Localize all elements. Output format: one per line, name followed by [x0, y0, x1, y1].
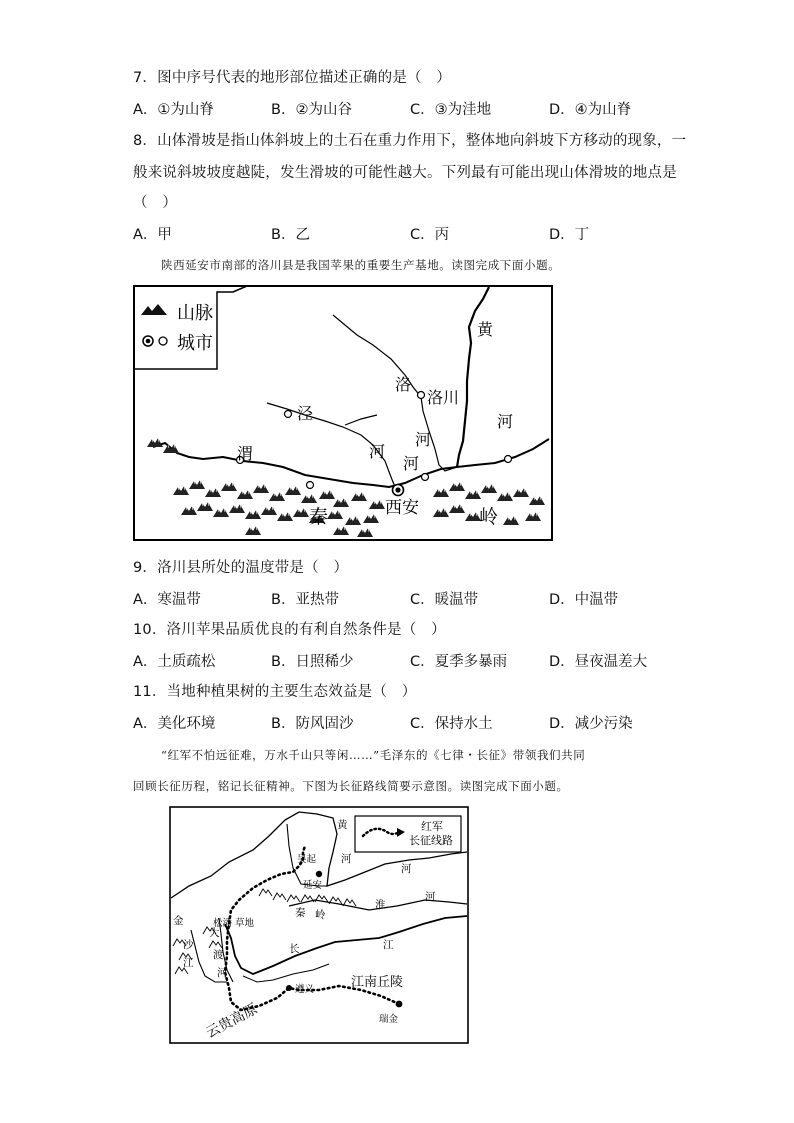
label-yangtze-jiang: 江 — [383, 939, 394, 951]
label-jing: 泾 — [297, 404, 314, 423]
label-xian: 西安 — [385, 498, 419, 518]
intro-luochuan: 陕西延安市南部的洛川县是我国苹果的重要生产基地。读图完成下面小题。 — [161, 258, 561, 272]
map2-legend — [355, 816, 461, 852]
legend-red-army: 红军 — [421, 820, 443, 833]
label-caodi: 草地 — [235, 918, 255, 929]
label-yanan: 延安 — [303, 880, 323, 891]
luochuan-map — [133, 285, 553, 541]
q9-option-b: B．亚热带 — [271, 592, 339, 608]
q7-option-a: A．①为山脊 — [133, 102, 214, 118]
q9-option-c: C．暖温带 — [410, 592, 479, 608]
label-jinsha-jiang: 江 — [183, 957, 194, 969]
label-jiangnan-hills: 江南丘陵 — [351, 975, 404, 990]
q7-stem: 7．图中序号代表的地形部位描述正确的是（ ） — [133, 70, 452, 86]
label-he-north: 河 — [341, 853, 352, 865]
label-dadu-he: 河 — [217, 967, 228, 979]
q8-option-d: D．丁 — [549, 227, 590, 243]
q10-option-c: C．夏季多暴雨 — [410, 654, 508, 670]
label-wei: 渭 — [237, 444, 254, 463]
q10-stem: 10．洛川苹果品质优良的有利自然条件是（ ） — [133, 622, 446, 638]
q10-option-b: B．日照稀少 — [271, 654, 354, 670]
q8-option-b: B．乙 — [271, 227, 310, 243]
zunyi-point-icon — [286, 985, 292, 991]
label-huang: 黄 — [337, 819, 348, 831]
long-march-map — [169, 806, 469, 1044]
legend-city-label: 城市 — [177, 333, 213, 354]
q11-option-b: B．防风固沙 — [271, 716, 354, 732]
label-luochuan: 洛川 — [427, 388, 460, 407]
intro-long-march-line2: 回顾长征历程，铭记长征精神。下图为长征路线简要示意图。读图完成下面小题。 — [133, 779, 569, 793]
q11-option-d: D．减少污染 — [549, 716, 633, 732]
label-yellow-he: 河 — [401, 863, 412, 875]
q9-option-a: A．寒温带 — [133, 592, 201, 608]
label-huai-he: 河 — [425, 891, 436, 903]
q7-option-b: B．②为山谷 — [271, 102, 352, 118]
label-yungui-plateau: 云贵高原 — [203, 1001, 261, 1042]
label-du: 渡 — [213, 949, 224, 961]
q9-option-d: D．中温带 — [549, 592, 619, 608]
yanan-point-icon — [316, 871, 322, 877]
q8-stem-line3: （ ） — [133, 195, 178, 211]
q11-stem: 11．当地种植果树的主要生态效益是（ ） — [133, 684, 417, 700]
ruijin-point-icon — [396, 1001, 403, 1008]
intro-long-march-line1: “红军不怕远征难，万水千山只等闲……”毛泽东的《七律・长征》带领我们共同 — [161, 748, 586, 762]
city-icon — [307, 482, 314, 489]
q11-option-a: A．美化环境 — [133, 716, 216, 732]
city-icon — [505, 456, 512, 463]
legend-route: 长征线路 — [409, 834, 453, 847]
city-icon — [422, 474, 429, 481]
label-songpan: 松潘 — [213, 918, 233, 929]
label-qin: 秦 — [295, 907, 306, 919]
jing-city-icon — [285, 411, 292, 418]
label-ruijin: 瑞金 — [379, 1014, 399, 1025]
label-sha: 沙 — [183, 939, 194, 951]
label-zunyi: 遵义 — [295, 984, 315, 995]
luochuan-city-icon — [418, 392, 425, 399]
label-da: 大 — [209, 927, 220, 939]
label-huai: 淮 — [375, 899, 386, 911]
label-jin: 金 — [173, 915, 184, 927]
label-luo-he: 河 — [415, 430, 432, 449]
label-jing-he: 河 — [369, 442, 386, 461]
label-huang: 黄 — [477, 320, 494, 339]
legend-mountain-label: 山脉 — [177, 303, 213, 324]
label-qin: 秦 — [309, 506, 329, 528]
label-yellow-he: 河 — [497, 412, 514, 431]
q10-option-d: D．昼夜温差大 — [549, 654, 648, 670]
q11-option-c: C．保持水土 — [410, 716, 493, 732]
q8-option-a: A．甲 — [133, 227, 172, 243]
label-wei-he: 河 — [403, 454, 420, 473]
label-luo: 洛 — [395, 375, 412, 394]
label-wuqi: 吴起 — [297, 854, 317, 865]
q10-option-a: A．土质疏松 — [133, 654, 216, 670]
q7-option-d: D．④为山脊 — [549, 102, 632, 118]
label-ling: 岭 — [479, 506, 499, 528]
q7-option-c: C．③为洼地 — [410, 102, 492, 118]
label-ling: 岭 — [315, 909, 326, 921]
label-chang: 长 — [289, 943, 300, 955]
q8-stem-line1: 8．山体滑坡是指山体斜坡上的土石在重力作用下，整体地向斜坡下方移动的现象，一 — [133, 133, 687, 149]
q8-stem-line2: 般来说斜坡坡度越陡，发生滑坡的可能性越大。下列最有可能出现山体滑坡的地点是 — [133, 165, 677, 181]
q9-stem: 9．洛川县所处的温度带是（ ） — [133, 560, 349, 576]
q8-option-c: C．丙 — [410, 227, 450, 243]
